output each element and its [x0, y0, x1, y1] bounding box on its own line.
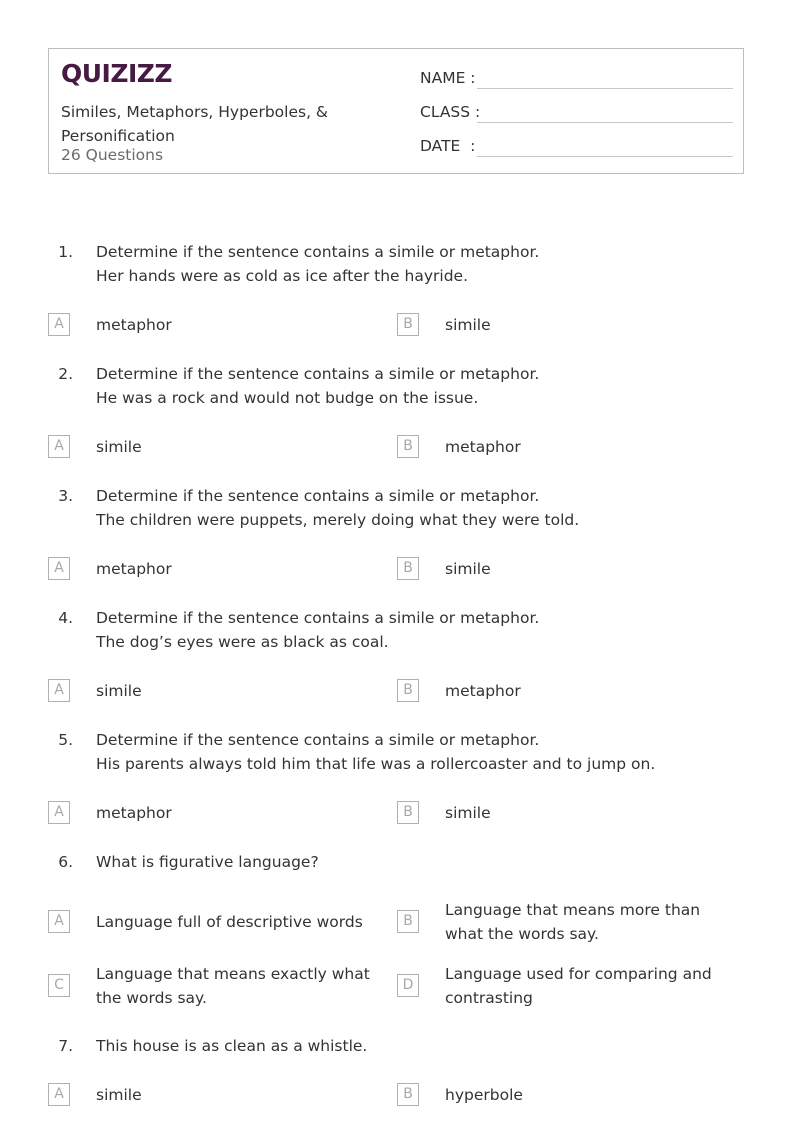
quizizz-logo: QUIZIZZ [61, 59, 173, 88]
option-letter-box[interactable]: C [48, 974, 70, 997]
option-letter-box[interactable]: A [48, 313, 70, 336]
question-line: This house is as clean as a whistle. [96, 1037, 368, 1055]
question-number: 6. [58, 853, 73, 871]
option-letter-box[interactable]: D [397, 974, 419, 997]
question-count: 26 Questions [61, 146, 164, 164]
question-line: Determine if the sentence contains a simile or metaphor. [96, 365, 540, 383]
question-line: Determine if the sentence contains a simile or metaphor. [96, 731, 540, 749]
name-label: NAME : [420, 69, 476, 87]
option-text[interactable]: simile [96, 438, 142, 456]
option-text[interactable]: metaphor [96, 804, 172, 822]
option-text[interactable]: Language that means exactly what the words say. [96, 965, 370, 1007]
option-text[interactable]: simile [96, 1086, 142, 1104]
worksheet-title: Similes, Metaphors, Hyperboles, & Personification [61, 103, 329, 145]
question-line: The children were puppets, merely doing what they were told. [96, 511, 580, 529]
question-number: 1. [58, 243, 73, 261]
option-text[interactable]: hyperbole [445, 1086, 523, 1104]
question-text [96, 728, 736, 776]
option-letter-box[interactable]: B [397, 435, 419, 458]
question-number: 4. [58, 609, 73, 627]
option-text[interactable]: metaphor [96, 316, 172, 334]
option-letter-box[interactable]: B [397, 679, 419, 702]
question-text [96, 850, 736, 874]
date-label: DATE : [420, 137, 476, 155]
question-number: 7. [58, 1037, 73, 1055]
option-text[interactable]: Language used for comparing and contrasting [445, 965, 712, 1007]
question-text [96, 606, 736, 654]
question-line: The dog’s eyes were as black as coal. [96, 633, 389, 651]
question-line: His parents always told him that life was a rollercoaster and to jump on. [96, 755, 656, 773]
question-line: He was a rock and would not budge on the issue. [96, 389, 479, 407]
question-line: Determine if the sentence contains a simile or metaphor. [96, 243, 540, 261]
option-letter-box[interactable]: B [397, 1083, 419, 1106]
option-letter-box[interactable]: A [48, 801, 70, 824]
option-letter-box[interactable]: B [397, 801, 419, 824]
option-text[interactable]: simile [445, 316, 491, 334]
option-letter-box[interactable]: B [397, 313, 419, 336]
question-line: Her hands were as cold as ice after the hayride. [96, 267, 468, 285]
option-text[interactable]: simile [96, 682, 142, 700]
question-number: 2. [58, 365, 73, 383]
option-letter-box[interactable]: A [48, 910, 70, 933]
class-label: CLASS : [420, 103, 481, 121]
option-letter-box[interactable]: B [397, 557, 419, 580]
option-text[interactable]: Language full of descriptive words [96, 913, 363, 931]
question-line: What is figurative language? [96, 853, 319, 871]
option-text[interactable]: metaphor [445, 438, 521, 456]
option-letter-box[interactable]: A [48, 557, 70, 580]
option-letter-box[interactable]: A [48, 435, 70, 458]
option-text[interactable]: simile [445, 560, 491, 578]
question-text [96, 240, 736, 288]
question-number: 5. [58, 731, 73, 749]
question-text [96, 484, 736, 532]
question-text [96, 1034, 736, 1058]
question-line: Determine if the sentence contains a simile or metaphor. [96, 487, 540, 505]
option-text[interactable]: metaphor [96, 560, 172, 578]
option-text[interactable]: metaphor [445, 682, 521, 700]
option-letter-box[interactable]: A [48, 679, 70, 702]
option-letter-box[interactable]: B [397, 910, 419, 933]
question-number: 3. [58, 487, 73, 505]
option-text[interactable]: Language that means more than what the words say. [445, 901, 701, 943]
option-text[interactable]: simile [445, 804, 491, 822]
option-letter-box[interactable]: A [48, 1083, 70, 1106]
question-text [96, 362, 736, 410]
question-line: Determine if the sentence contains a simile or metaphor. [96, 609, 540, 627]
